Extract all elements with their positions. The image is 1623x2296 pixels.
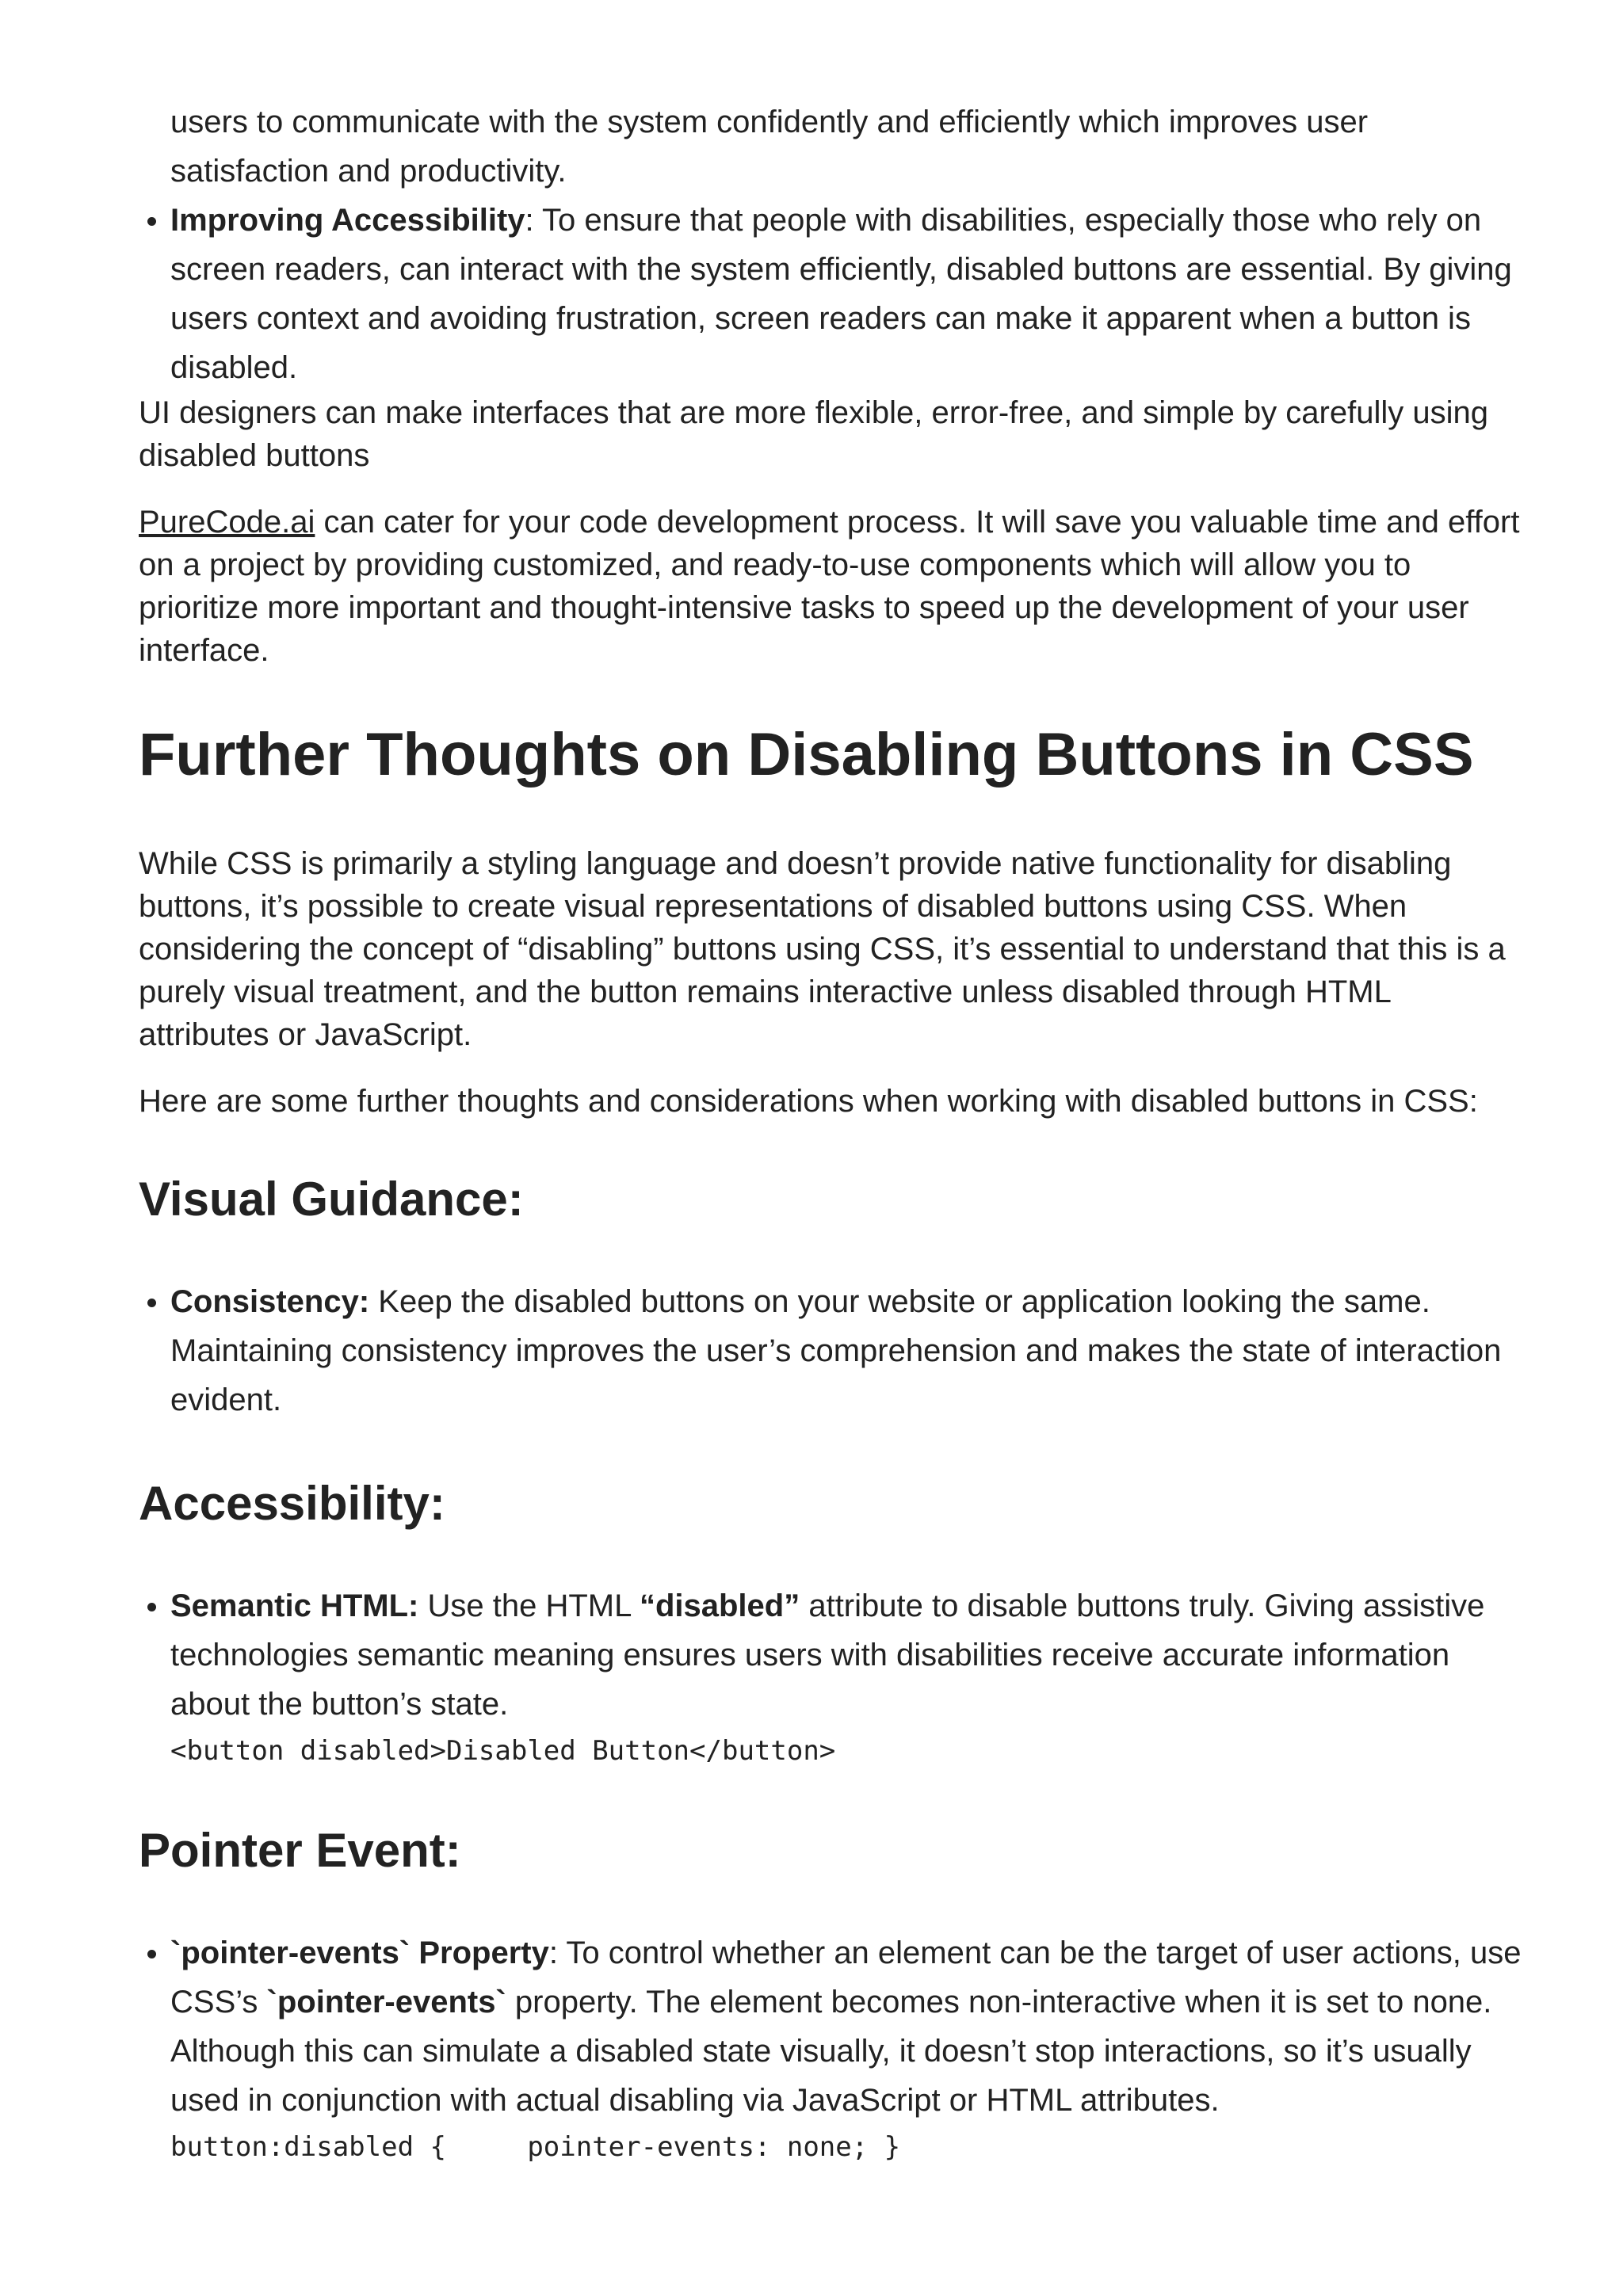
list-item-bold: `pointer-events` xyxy=(266,1985,506,2019)
list-item xyxy=(170,97,1528,196)
section-title: Further Thoughts on Disabling Buttons in CSS xyxy=(139,721,1474,788)
code-snippet: button:disabled { pointer-events: none; } xyxy=(170,2131,901,2163)
list-item-text: : To ensure that people with disabilities, especially those who rely on screen readers, can interact with the system efficiently, disabled buttons are essential. By giving users context and avoiding frustration, screen readers can make it apparent when a button is disabled. xyxy=(170,203,1512,385)
list-item-bold: Consistency: xyxy=(170,1284,370,1319)
visual-guidance-list xyxy=(139,1277,1536,1425)
list-item-bold: Improving Accessibility xyxy=(170,203,525,238)
accessibility-list xyxy=(139,1581,1536,1773)
list-item xyxy=(170,1928,1536,2169)
intro-bullet-list xyxy=(139,97,1528,392)
pointer-event-list xyxy=(139,1928,1536,2169)
conclusion-paragraph: UI designers can make interfaces that are more flexible, error-free, and simple by carefully using disabled buttons xyxy=(139,395,1488,473)
list-item xyxy=(170,196,1528,392)
list-item-text: property. The element becomes non-interactive when it is set to none. Although this can simulate a disabled state visually, it doesn’t stop interactions, so it’s usually used in conjunction with actual disabling via JavaScript or HTML attributes. xyxy=(170,1985,1492,2118)
list-item-bold: `pointer-events` Property xyxy=(170,1936,549,1970)
list-item-text: attribute to disable buttons truly. Giving assistive technologies semantic meaning ensures users with disabilities receive accurate information about the button’s state. xyxy=(170,1589,1485,1722)
visual-guidance-heading: Visual Guidance: xyxy=(139,1173,524,1226)
list-item-text: users to communicate with the system confidently and efficiently which improves user satisfaction and productivity. xyxy=(170,105,1369,189)
list-item-bold: Semantic HTML: xyxy=(170,1589,419,1623)
purecode-link[interactable]: PureCode.ai xyxy=(139,505,315,540)
section-lead-paragraph: Here are some further thoughts and considerations when working with disabled buttons in CSS: xyxy=(139,1084,1478,1119)
promo-paragraph xyxy=(139,501,1528,672)
list-item-text: : To control whether an element can be the target of user actions, use CSS’s xyxy=(170,1936,1522,2019)
list-item xyxy=(170,1581,1536,1773)
accessibility-heading: Accessibility: xyxy=(139,1477,445,1530)
list-item xyxy=(170,1277,1536,1425)
list-item-text: Keep the disabled buttons on your website or application looking the same. Maintaining consistency improves the user’s comprehension and makes the state of interaction evident. xyxy=(170,1284,1502,1417)
list-item-bold: “disabled” xyxy=(639,1589,800,1623)
promo-text: can cater for your code development process. It will save you valuable time and effort on a project by providing customized, and ready-to-use components which will allow you to prioritize more important and thought-intensive tasks to speed up the development of your user interface. xyxy=(139,505,1520,668)
pointer-event-heading: Pointer Event: xyxy=(139,1824,461,1877)
list-item-text: Use the HTML xyxy=(418,1589,640,1623)
code-snippet: <button disabled>Disabled Button</button> xyxy=(170,1735,836,1767)
section-intro-paragraph: While CSS is primarily a styling language and doesn’t provide native functionality for disabling buttons, it’s possible to create visual representations of disabled buttons using CSS. When considering the concept of “disabling” buttons using CSS, it’s essential to understand that this is a purely visual treatment, and the button remains interactive unless disabled through HTML attributes or JavaScript. xyxy=(139,846,1506,1052)
